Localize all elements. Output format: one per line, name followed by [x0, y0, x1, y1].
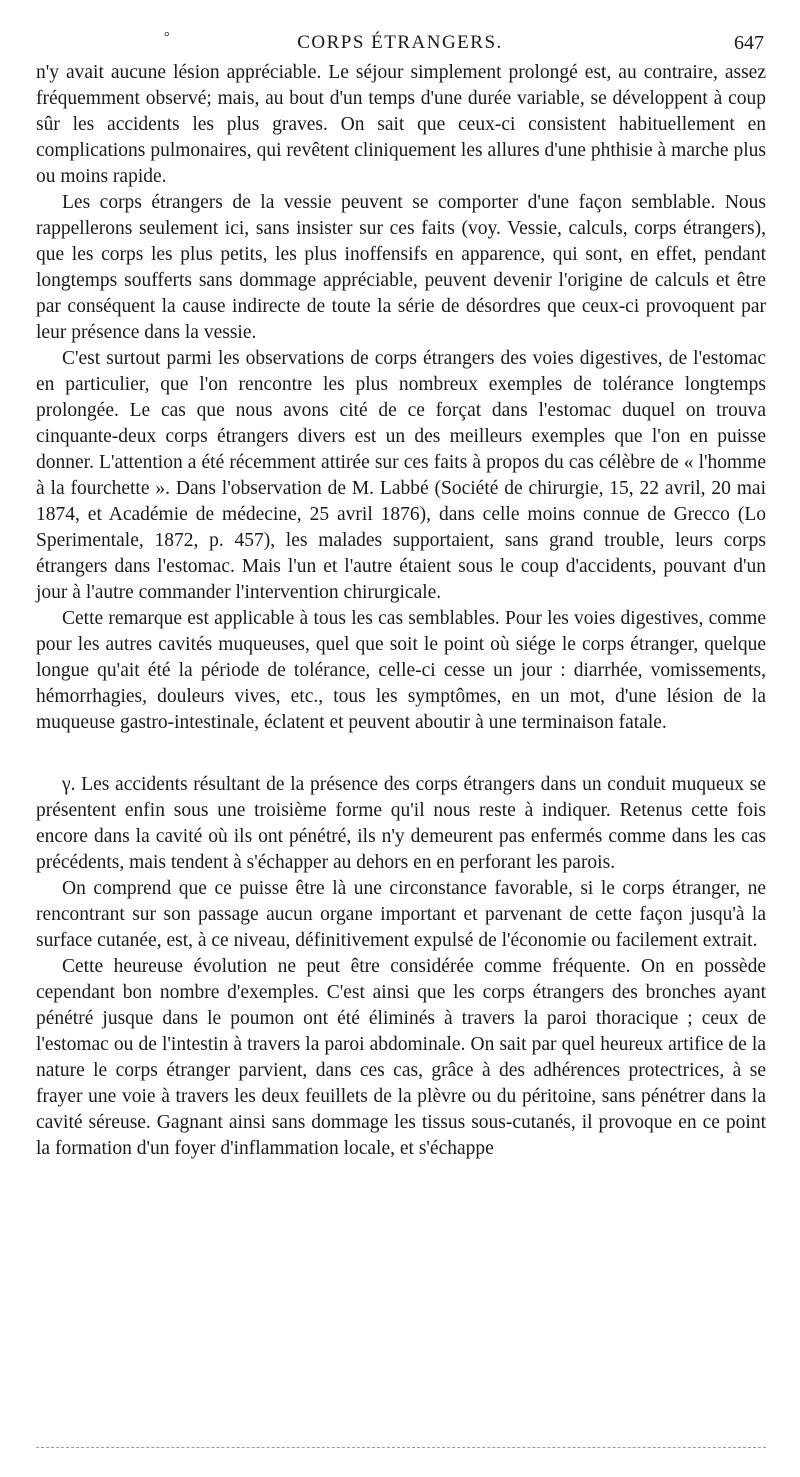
paragraph: Les corps étrangers de la vessie peuvent se comporter d'une façon semblable. Nous rappellerons seulement ici, sans insister sur ces faits (voy. Vessie, calculs, corps étrangers), que les corps les plus petits, les plus inoffensifs en apparence, qui sont, en effet, pendant longtemps soufferts sans dommage appréciable, peuvent devenir l'origine de calculs et être par conséquent la cause indirecte de toute la série de désordres que ceux-ci provoquent par leur présence dans la vessie. [36, 192, 766, 343]
running-header [36, 30, 764, 58]
paragraph: Cette remarque est applicable à tous les cas semblables. Pour les voies digestives, comme pour les autres cavités muqueuses, quel que soit le point où siége le corps étranger, quelque longue qu'ait été la période de tolérance, celle-ci cesse un jour : diarrhée, vomissements, hémorrhagies, douleurs vives, etc., tous les symptômes, en un mot, d'une lésion de la muqueuse gastro-intestinale, éclatent et peuvent aboutir à une terminaison fatale. [36, 608, 766, 733]
footer-dotted-rule [36, 1447, 766, 1448]
paragraph: Cette heureuse évolution ne peut être considérée comme fréquente. On en possède cependant bon nombre d'exemples. C'est ainsi que les corps étrangers des bronches ayant pénétré jusque dans le poumon ont été éliminés à travers la paroi thoracique ; ceux de l'estomac ou de l'intestin à travers la paroi abdominale. On sait par quel heureux artifice de la nature le corps étranger parvient, dans ces cas, grâce à des adhérences protectrices, à se frayer une voie à travers les deux feuillets de la plèvre ou du péritoine, sans pénétrer dans la cavité séreuse. Gagnant ainsi sans dommage les tissus sous-cutanés, il provoque en ce point la formation d'un foyer d'inflammation locale, et s'échappe [36, 956, 766, 1159]
paragraph: On comprend que ce puisse être là une circonstance favorable, si le corps étranger, ne rencontrant sur son passage aucun organe important et parvenant de cette façon jusqu'à la surface cutanée, est, à ce niveau, définitivement expulsé de l'économie ou facilement extrait. [36, 878, 766, 951]
header-mark: ° [164, 30, 170, 45]
page-number: 647 [734, 32, 764, 54]
paragraph-section-gamma: γ. Les accidents résultant de la présence des corps étrangers dans un conduit muqueux se présentent enfin sous une troisième forme qu'il nous reste à indiquer. Retenus cette fois encore dans la cavité où ils ont pénétré, ils n'y demeurent pas enfermés comme dans les cas précédents, mais tendent à s'échapper au dehors en en perforant les parois. [36, 774, 766, 873]
page-body [36, 60, 766, 1162]
section-gap [36, 736, 766, 772]
running-title: CORPS ÉTRANGERS. [297, 32, 503, 53]
paragraph: C'est surtout parmi les observations de corps étrangers des voies digestives, de l'estomac en particulier, que l'on rencontre les plus nombreux exemples de tolérance longtemps prolongée. Le cas que nous avons cité de ce forçat dans l'estomac duquel on trouva cinquante-deux corps étrangers divers est un des meilleurs exemples que l'on en puisse donner. L'attention a été récemment attirée sur ces faits à propos du cas célèbre de « l'homme à la fourchette ». Dans l'observation de M. Labbé (Société de chirurgie, 15, 22 avril, 20 mai 1874, et Académie de médecine, 25 avril 1876), dans celle moins connue de Grecco (Lo Sperimentale, 1872, p. 457), les malades supportaient, sans grand trouble, leurs corps étrangers dans l'estomac. Mais l'un et l'autre étaient sous le coup d'accidents, pouvant d'un jour à l'autre commander l'intervention chirurgicale. [36, 348, 766, 603]
paragraph: n'y avait aucune lésion appréciable. Le séjour simplement prolongé est, au contraire, assez fréquemment observé; mais, au bout d'un temps d'une durée variable, se développent à coup sûr les accidents les plus graves. On sait que ceux-ci consistent habituellement en complications pulmonaires, qui revêtent cliniquement les allures d'une phthisie à marche plus ou moins rapide. [36, 62, 766, 187]
